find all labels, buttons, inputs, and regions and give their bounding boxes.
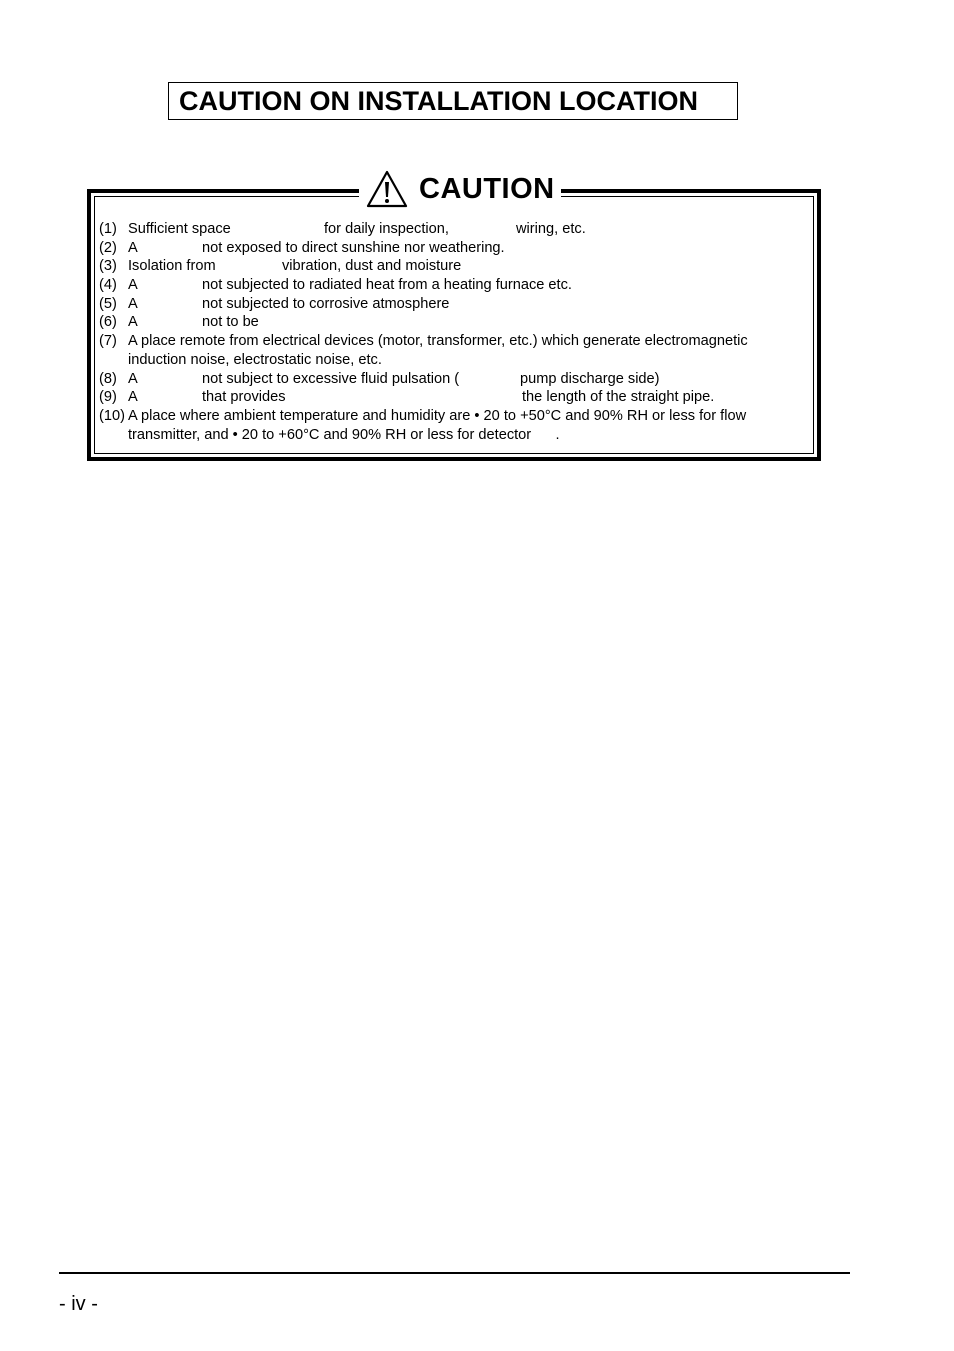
list-item: [99, 388, 817, 407]
list-item: [99, 239, 817, 258]
item-text: not to be: [202, 314, 259, 331]
item-text: A: [128, 239, 138, 256]
list-item: [99, 257, 817, 276]
item-number: (5): [99, 295, 117, 312]
item-text: wiring, etc.: [516, 221, 586, 237]
item-text: Sufficient space: [128, 221, 231, 237]
caution-header: [359, 169, 561, 209]
list-item: [99, 313, 817, 332]
warning-triangle-icon: [365, 169, 409, 209]
item-text: A place where ambient temperature and humidity are • 20 to +50°C and 90% RH or less for flow: [128, 407, 747, 424]
item-text-continuation: transmitter, and • 20 to +60°C and 90% RH or less for detector .: [128, 426, 560, 443]
item-text: A: [128, 389, 138, 406]
item-number: (4): [99, 277, 117, 294]
item-text: that provides: [202, 389, 286, 406]
item-text: not subjected to radiated heat from a heating furnace etc.: [202, 277, 572, 294]
item-text: A: [128, 314, 138, 331]
list-item: [99, 295, 817, 314]
footer-divider: [59, 1272, 850, 1274]
list-item: [99, 370, 817, 389]
section-title-box: [168, 82, 738, 120]
item-text: A: [128, 277, 138, 294]
caution-box: [87, 172, 821, 461]
list-item: [99, 220, 817, 239]
item-number: (2): [99, 239, 117, 256]
caution-label: CAUTION: [419, 172, 555, 205]
page-number: - iv -: [59, 1293, 98, 1315]
list-item: [99, 276, 817, 295]
item-text: Isolation from: [128, 258, 216, 275]
item-text: pump discharge side): [520, 370, 660, 387]
caution-list: [99, 220, 817, 444]
list-item: [99, 332, 817, 369]
item-number: (1): [99, 221, 117, 237]
item-text: A: [128, 295, 138, 312]
item-number: (8): [99, 370, 117, 387]
item-text: not subject to excessive fluid pulsation (: [202, 370, 460, 387]
item-text: A: [128, 370, 138, 387]
item-text: not exposed to direct sunshine nor weathering.: [202, 239, 505, 256]
item-text: for daily inspection,: [324, 221, 449, 237]
item-text: A place remote from electrical devices (motor, transformer, etc.) which generate electromagnetic: [128, 333, 748, 350]
page-title: CAUTION ON INSTALLATION LOCATION: [179, 85, 698, 116]
list-item: [99, 407, 817, 444]
item-number: (7): [99, 333, 117, 350]
item-number: (6): [99, 314, 117, 331]
item-text: vibration, dust and moisture: [282, 258, 462, 275]
item-number: (9): [99, 389, 117, 406]
item-number: (10): [99, 407, 125, 424]
item-text: the length of the straight pipe.: [522, 389, 715, 406]
item-number: (3): [99, 258, 117, 275]
item-text: not subjected to corrosive atmosphere: [202, 295, 450, 312]
item-text-continuation: induction noise, electrostatic noise, etc.: [128, 351, 382, 368]
